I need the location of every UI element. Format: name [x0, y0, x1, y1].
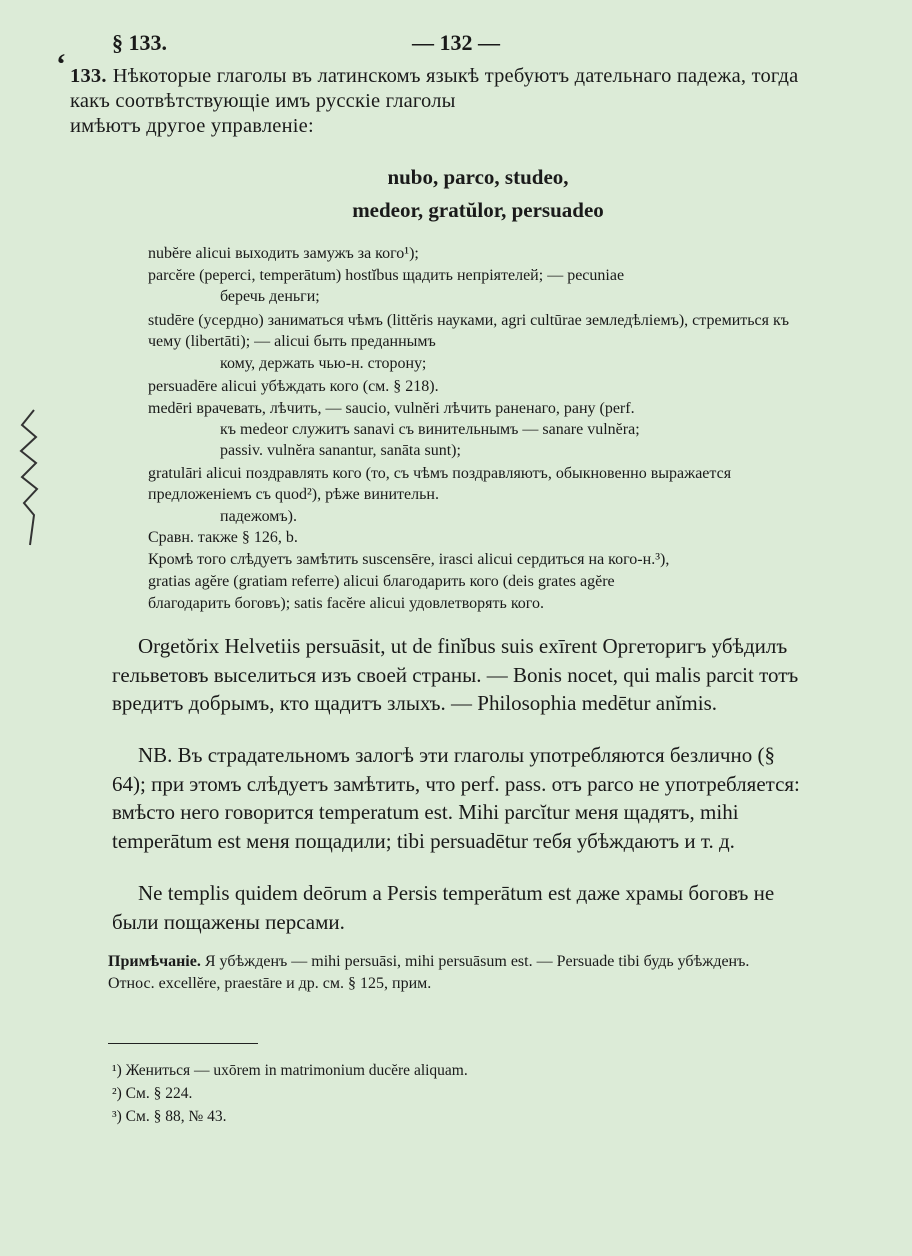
page-number: — 132 — [412, 30, 500, 55]
remark-block [108, 951, 810, 995]
footnote-2: ²) См. § 224. [112, 1085, 193, 1102]
gloss-besides-3: благодарить боговъ); satis facĕre alicui удовлетворять кого. [148, 595, 544, 612]
example-paragraph-2 [112, 741, 810, 855]
footnote-divider [108, 1043, 258, 1044]
pencil-tick-mark: ʻ [56, 48, 66, 81]
gloss-gratulari: gratulāri alicui поздравлять кого (то, съ чѣмъ поздравляютъ, обыкновенно выражается предложеніемъ съ quod²), рѣже винительн. [148, 465, 732, 503]
gloss-mederi-cont-2: passiv. vulnĕra sanantur, sanāta sunt); [220, 442, 461, 459]
gloss-studere-cont: кому, держать чью-н. сторону; [220, 355, 427, 372]
verb-list-line-2: medeor, gratŭlor, persuadeo [352, 198, 604, 222]
remark-text-2: Относ. excellĕre, praestāre и др. см. § 125, прим. [108, 975, 432, 992]
gloss-mederi-cont-1: къ medeor служитъ sanavi съ винительнымъ — sanare vulnĕra; [220, 421, 640, 438]
remark-label: Примѣчаніе. [108, 953, 201, 970]
example-paragraph-1 [112, 632, 810, 718]
nb-text: NB. Въ страдательномъ залогѣ эти глаголы употребляются безлично (§ 64); при этомъ слѣдуетъ замѣтить, что perf. pass. отъ parco не употребляется: вмѣсто него говорится temperatum est. Mihi parcĭtur меня щадятъ, mihi temperātum est меня пощадили; tibi persuadētur тебя убѣждаютъ и т. д. [112, 743, 800, 853]
section-intro [70, 64, 810, 139]
example-text-1: Orgetŏrix Helvetiis persuāsit, ut de finĭbus suis exīrent Оргеторигъ убѣдилъ гельветовъ выселиться изъ своей страны. — Bonis nocet, qui malis parcit тотъ вредитъ добрымъ, кто щадитъ злыхъ. — Philosophia medētur anĭmis. [112, 634, 799, 715]
remark-text-1: Я убѣжденъ — mihi persuāsi, mihi persuāsum est. — Persuade tibi будь убѣжденъ. [204, 953, 750, 970]
example-text-3: Ne templis quidem deōrum a Persis temperātum est даже храмы боговъ не были пощажены персами. [112, 881, 775, 934]
section-number: § 133. [112, 30, 167, 55]
gloss-parcere-cont: беречь деньги; [220, 288, 320, 305]
verb-list-line-1: nubo, parco, studeo, [387, 165, 569, 189]
intro-line-1: Нѣкоторые глаголы въ латинскомъ языкѣ требуютъ дательнаго падежа, тогда какъ соотвѣтствующіе имъ русскіе глаголы [70, 65, 799, 112]
example-paragraph-3 [112, 879, 810, 936]
footnote-1: ¹) Жениться — uxōrem in matrimonium ducĕre aliquam. [112, 1062, 468, 1079]
gloss-nubere: nubĕre alicui выходить замужъ за кого¹); [148, 245, 419, 262]
intro-line-2: имѣютъ другое управленіе: [70, 115, 314, 137]
gloss-studere: studēre (усердно) заниматься чѣмъ (littĕris науками, agri cultūrae земледѣліемъ), стремиться къ чему (libertāti); — alicui быть преданнымъ [148, 312, 790, 350]
gloss-parcere: parcĕre (peperci, temperātum) hostĭbus щадить непріятелей; — pecuniae [148, 267, 625, 284]
gloss-besides-2: gratias agĕre (gratiam referre) alicui благодарить кого (deis grates agĕre [148, 573, 615, 590]
paragraph-number: 133. [70, 65, 107, 87]
gloss-persuadere: persuadēre alicui убѣждать кого (см. § 218). [148, 378, 439, 395]
handwritten-margin-scrawl [12, 405, 46, 555]
gloss-compare: Сравн. также § 126, b. [148, 529, 298, 546]
gloss-gratulari-cont: падежомъ). [220, 508, 297, 525]
gloss-besides-1: Кромѣ того слѣдуетъ замѣтить suscensēre, irasci alicui сердиться на кого-н.³), [148, 551, 670, 568]
footnote-3: ³) См. § 88, № 43. [112, 1108, 227, 1125]
gloss-mederi: medēri врачевать, лѣчить, — saucio, vulnĕri лѣчить раненаго, рану (perf. [148, 400, 635, 417]
